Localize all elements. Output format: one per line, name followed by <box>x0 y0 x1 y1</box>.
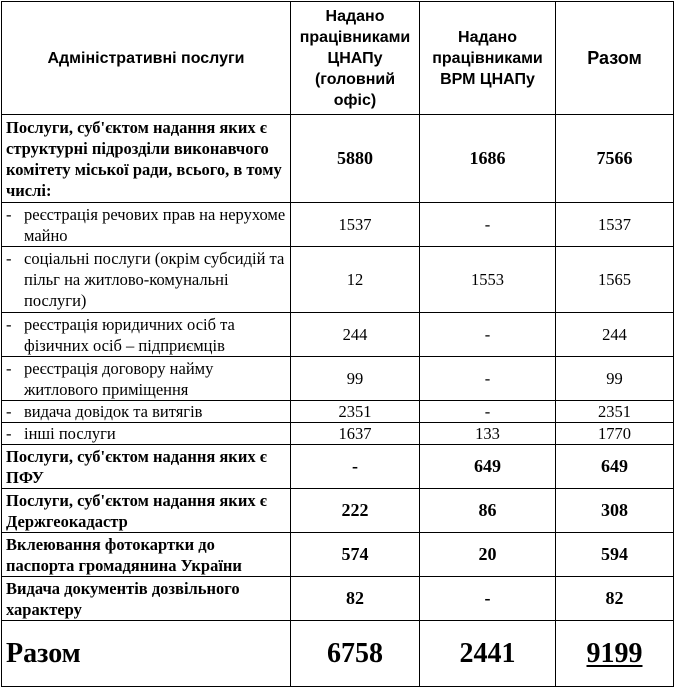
cell-vrm: 20 <box>420 533 556 577</box>
row-label: Послуги, суб'єктом надання яких є ПФУ <box>2 445 291 489</box>
cell-head-office: 1637 <box>291 423 420 445</box>
cell-total: 244 <box>556 313 674 357</box>
cell-head-office: 574 <box>291 533 420 577</box>
cell-vrm: - <box>420 313 556 357</box>
row-dash: - <box>6 358 12 378</box>
cell-vrm: 1553 <box>420 247 556 313</box>
row-label: видача довідок та витягів <box>24 402 203 421</box>
cell-vrm: - <box>420 401 556 423</box>
cell-total: 1537 <box>556 203 674 247</box>
cell-head-office: 222 <box>291 489 420 533</box>
table-row <box>2 489 674 533</box>
row-dash: - <box>6 314 12 334</box>
row-label: реєстрація юридичних осіб та фізичних осіб – підприємців <box>24 314 235 355</box>
header-vrm: Надано працівниками ВРМ ЦНАПу <box>420 2 556 115</box>
cell-head-office: 2351 <box>291 401 420 423</box>
table-row <box>2 445 674 489</box>
cell-vrm: 649 <box>420 445 556 489</box>
cell-head-office: - <box>291 445 420 489</box>
grand-total-total-cell <box>556 621 674 687</box>
cell-head-office: 82 <box>291 577 420 621</box>
row-label-cell <box>2 247 291 313</box>
row-label: реєстрація речових прав на нерухоме майно <box>24 204 286 245</box>
cell-vrm: 133 <box>420 423 556 445</box>
cell-head-office: 99 <box>291 357 420 401</box>
grand-total-head-office: 6758 <box>291 621 420 687</box>
cell-total: 594 <box>556 533 674 577</box>
table-row <box>2 423 674 445</box>
row-label-cell <box>2 313 291 357</box>
table-row <box>2 533 674 577</box>
cell-total: 2351 <box>556 401 674 423</box>
table-row <box>2 203 674 247</box>
row-dash: - <box>6 402 12 421</box>
header-row <box>2 2 674 115</box>
row-label: Видача документів дозвільного характеру <box>2 577 291 621</box>
table-row <box>2 115 674 203</box>
grand-total-total: 9199 <box>586 637 643 669</box>
row-label-cell <box>2 203 291 247</box>
grand-total-vrm: 2441 <box>420 621 556 687</box>
row-dash: - <box>6 424 12 443</box>
table-row <box>2 357 674 401</box>
cell-total: 1565 <box>556 247 674 313</box>
cell-total: 308 <box>556 489 674 533</box>
row-label: Вклеювання фотокартки до паспорта громадянина України <box>2 533 291 577</box>
cell-vrm: - <box>420 203 556 247</box>
cell-head-office: 1537 <box>291 203 420 247</box>
cell-vrm: - <box>420 577 556 621</box>
table-row <box>2 401 674 423</box>
cell-total: 7566 <box>556 115 674 203</box>
row-label: соціальні послуги (окрім субсидій та пільг на житлово-комунальні послуги) <box>24 249 285 310</box>
row-label: інші послуги <box>24 424 116 443</box>
table-row <box>2 313 674 357</box>
row-label-cell <box>2 401 291 423</box>
cell-total: 99 <box>556 357 674 401</box>
table-row <box>2 577 674 621</box>
row-label-cell <box>2 423 291 445</box>
row-dash: - <box>6 249 12 268</box>
cell-head-office: 244 <box>291 313 420 357</box>
cell-head-office: 5880 <box>291 115 420 203</box>
cell-head-office: 12 <box>291 247 420 313</box>
row-label: реєстрація договору найму житлового приміщення <box>24 358 214 399</box>
header-services: Адміністративні послуги <box>2 2 291 115</box>
cell-total: 649 <box>556 445 674 489</box>
cell-total: 1770 <box>556 423 674 445</box>
cell-total: 82 <box>556 577 674 621</box>
cell-vrm: - <box>420 357 556 401</box>
cell-vrm: 1686 <box>420 115 556 203</box>
grand-total-row <box>2 621 674 687</box>
row-label-cell <box>2 357 291 401</box>
header-total: Разом <box>556 2 674 115</box>
cell-vrm: 86 <box>420 489 556 533</box>
row-label: Послуги, суб'єктом надання яких є структурні підрозділи виконавчого комітету міської ради, всього, в тому числі: <box>2 115 291 203</box>
services-table <box>1 1 674 687</box>
header-head-office: Надано працівниками ЦНАПу (головний офіс) <box>291 2 420 115</box>
grand-total-label: Разом <box>2 621 291 687</box>
row-label: Послуги, суб'єктом надання яких є Держгеокадастр <box>2 489 291 533</box>
table-row <box>2 247 674 313</box>
row-dash: - <box>6 204 12 224</box>
